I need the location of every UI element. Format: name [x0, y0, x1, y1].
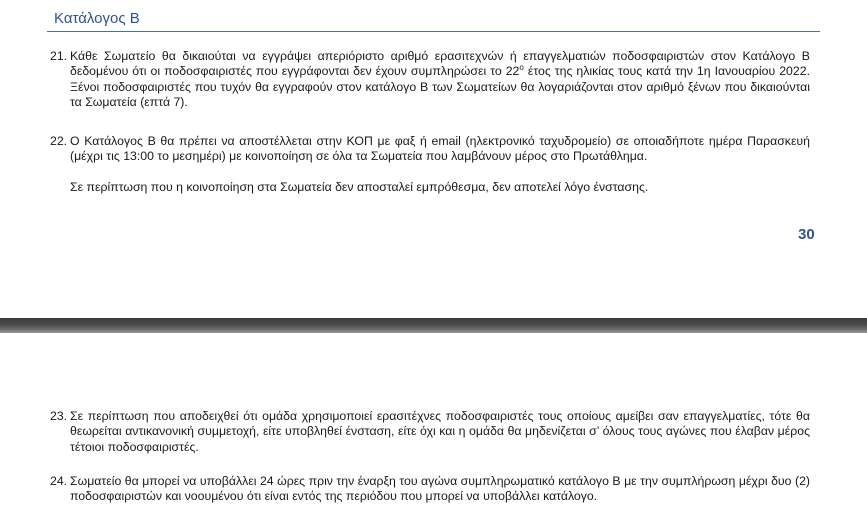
item-text: Ο Κατάλογος Β θα πρέπει να αποστέλλεται στην ΚΟΠ με φαξ ή email (ηλεκτρονικό ταχυδρομείο) σε οποιαδήποτε ημέρα Παρασκευή (μέχρι τις 13:00 το μεσημέρι) με κοινοποίηση σε όλα τα Σωματεία που λαμβάνουν μέρος στο Πρωτάθλημα. — [70, 134, 810, 164]
item-text: Σε περίπτωση που αποδειχθεί ότι ομάδα χρησιμοποιεί ερασιτέχνες ποδοσφαιριστές τους οποίους αμείβει σαν επαγγελματίες, τότε θα θεωρείται αντικανονική συμμετοχή, είτε υποβληθεί ένσταση, είτε όχι και η ομάδα θα μηδενίζεται σ’ όλους τους αγώνες που έλαβαν μέρος τέτοιοι ποδοσφαιριστές. — [70, 409, 810, 454]
item-number: 22. — [50, 134, 68, 148]
item-text: Σωματείο θα μπορεί να υποβάλλει 24 ώρες πριν την έναρξη του αγώνα συμπληρωματικό κατάλογο Β με την συμπλήρωση μέχρι δυο (2) ποδοσφαιριστών και νοουμένου ότι είναι εντός της περιόδου που μπορεί να υποβάλλει κατάλογο. — [70, 474, 810, 504]
section-header-title: Κατάλογος Β — [54, 10, 140, 27]
list-item-23 — [48, 409, 810, 455]
item-text: Κάθε Σωματείο θα δικαιούται να εγγράψει απεριόριστο αριθμό ερασιτεχνών ή επαγγελματιών ποδοσφαιριστών στον Κατάλογο Β δεδομένου ότι οι ποδοσφαιριστές που εγγράφονται δεν έχουν συμπληρώσει το $22^o$ έτος της ηλικίας τους κατά την 1η Ιανουαρίου 2022. Ξένοι ποδοσφαιριστές που τυχόν θα εγγραφούν στον κατάλογο Β των Σωματείων θα λογαριάζονται στον αριθμό ξένων που δικαιούνται τα Σωματεία (επτά 7). — [70, 49, 810, 110]
item-number: 24. — [50, 474, 68, 488]
item-22-note: Σε περίπτωση που η κοινοποίηση στα Σωματεία δεν αποσταλεί εμπρόθεσμα, δεν αποτελεί λόγο ένστασης. — [70, 180, 649, 194]
list-item-22 — [48, 134, 810, 165]
list-item-24 — [48, 474, 810, 505]
item-number: 21. — [50, 49, 68, 63]
page-number: 30 — [798, 226, 815, 243]
item-number: 23. — [50, 409, 68, 423]
page-separator — [0, 318, 867, 333]
list-item-21 — [48, 49, 810, 111]
header-divider — [47, 31, 820, 32]
